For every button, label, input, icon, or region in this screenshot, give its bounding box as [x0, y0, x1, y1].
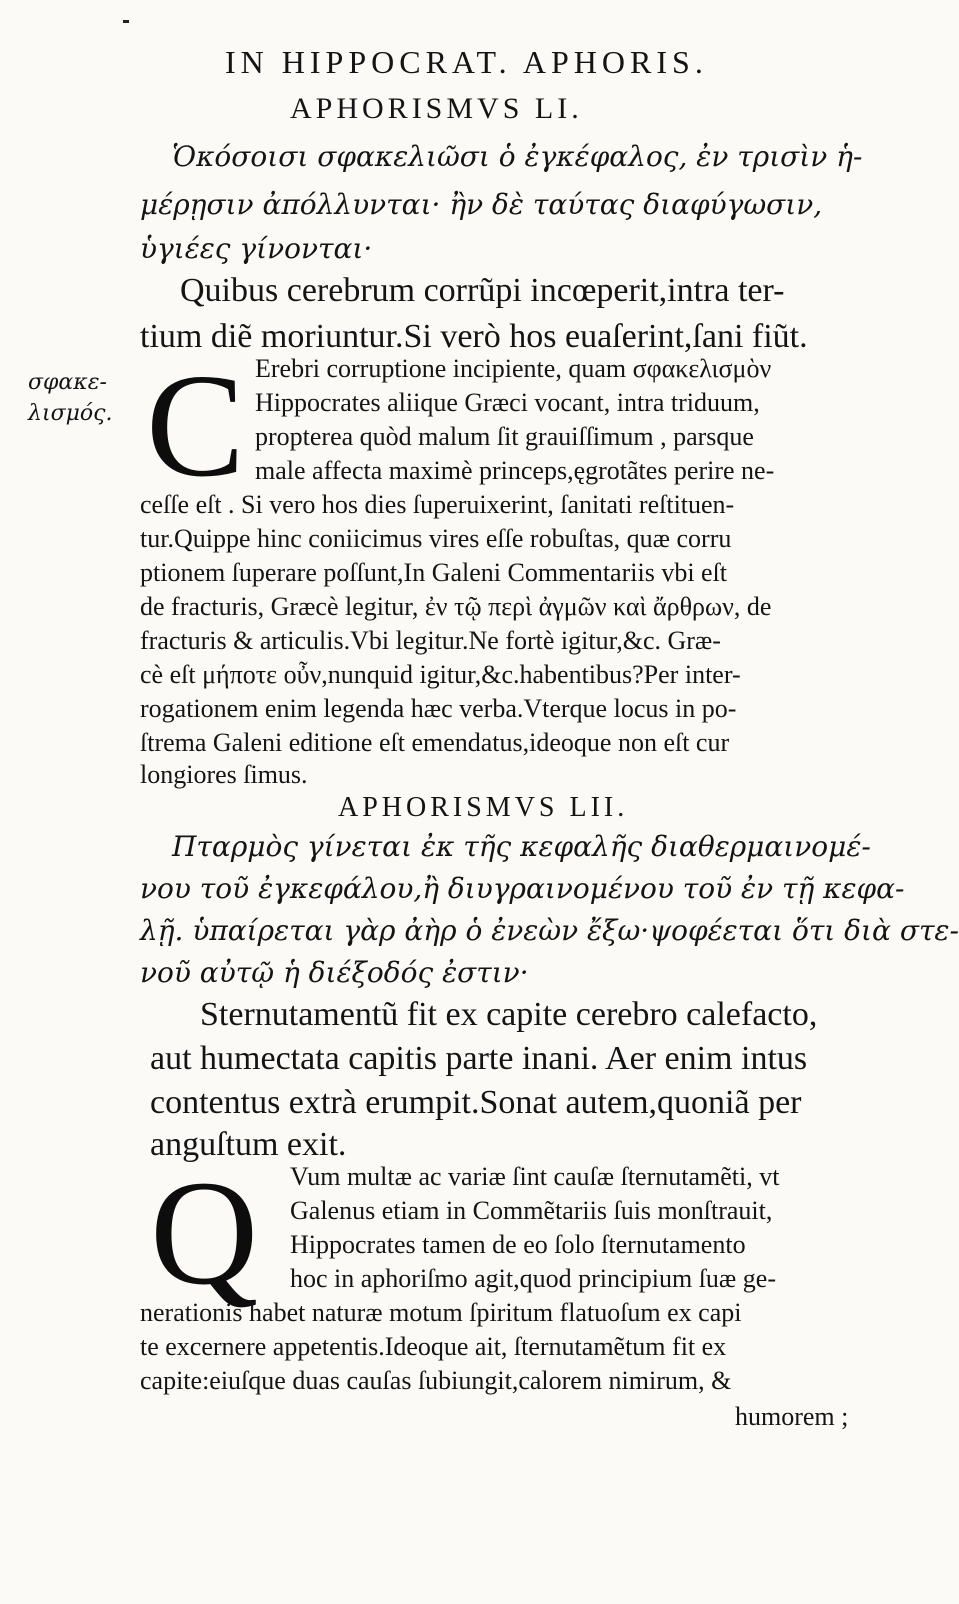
- greek-line: Πταρμὸς γίνεται ἐκ τῆς κεφαλῆς διαθερμαινομέ-: [172, 830, 871, 863]
- commentary-line: nerationis habet naturæ motum ſpiritum flatuoſum ex capi: [140, 1298, 742, 1327]
- latin-translation-line: Quibus cerebrum corrũpi incœperit,intra ter-: [180, 272, 785, 309]
- commentary-line: Vum multæ ac variæ ſint cauſæ ſternutamẽti, vt: [290, 1162, 780, 1191]
- latin-translation-line: anguſtum exit.: [150, 1126, 347, 1163]
- commentary-line: te excernere appetentis.Ideoque ait, ſternutamẽtum fit ex: [140, 1332, 727, 1361]
- commentary-line: tur.Quippe hinc coniicimus vires eſſe robuſtas, quæ corru: [140, 524, 732, 553]
- aphorism-52-heading: APHORISMVS LII.: [338, 792, 629, 823]
- commentary-line: longiores ſimus.: [140, 760, 308, 789]
- commentary-line: Hippocrates tamen de eo ſolo ſternutamento: [290, 1230, 746, 1259]
- margin-note-line: σφακε-: [28, 370, 107, 395]
- aphorism-51-heading: APHORISMVS LI.: [290, 92, 583, 125]
- latin-translation-line: Sternutamentũ fit ex capite cerebro calefacto,: [200, 996, 818, 1033]
- commentary-line: ſtrema Galeni editione eſt emendatus,ideoque non eſt cur: [140, 728, 730, 757]
- margin-note: [28, 368, 112, 430]
- greek-line: νου τοῦ ἐγκεφάλου,ἢ διυγραινομένου τοῦ ἐν τῇ κεφα-: [140, 872, 905, 905]
- commentary-line: Hippocrates aliique Græci vocant, intra triduum,: [255, 388, 760, 417]
- commentary-line: propterea quòd malum ſit grauiſſimum , parsque: [255, 422, 754, 451]
- commentary-line: Galenus etiam in Commẽtariis ſuis monſtrauit,: [290, 1196, 773, 1225]
- commentary-line: ptionem ſuperare poſſunt,In Galeni Commentariis vbi eſt: [140, 558, 728, 587]
- commentary-line: de fracturis, Græcè legitur, ἐν τῷ περὶ ἀγμῶν καὶ ἄρθρων, de: [140, 592, 772, 621]
- greek-line: λῇ. ὑπαίρεται γὰρ ἀὴρ ὁ ἐνεὼν ἔξω·ψοφέεται ὅτι διὰ στε-: [140, 914, 959, 947]
- greek-line: Ὁκόσοισι σφακελιῶσι ὁ ἐγκέφαλος, ἐν τρισὶν ἡ-: [172, 140, 863, 173]
- greek-line: νοῦ αὐτῷ ἡ διέξοδός ἐστιν·: [140, 956, 529, 989]
- ink-speck: [123, 20, 129, 23]
- commentary-line: cè eſt μήποτε οὖν,nunquid igitur,&c.habentibus?Per inter-: [140, 660, 741, 689]
- latin-translation-line: aut humectata capitis parte inani. Aer enim intus: [150, 1040, 808, 1077]
- commentary-line: fracturis & articulis.Vbi legitur.Ne fortè igitur,&c. Græ-: [140, 626, 721, 655]
- commentary-line: capite:eiuſque duas cauſas ſubiungit,calorem nimirum, &: [140, 1366, 732, 1395]
- latin-translation-line: tium diẽ moriuntur.Si verò hos euaſerint,ſani fiũt.: [140, 318, 808, 355]
- commentary-line: hoc in aphoriſmo agit,quod principium ſuæ ge-: [290, 1264, 776, 1293]
- drop-capital: Q: [150, 1150, 259, 1316]
- running-title: IN HIPPOCRAT. APHORIS.: [225, 44, 708, 80]
- margin-note-line: λισμός.: [28, 400, 113, 426]
- commentary-line: rogationem enim legenda hæc verba.Vterque locus in po-: [140, 694, 737, 723]
- latin-translation-line: contentus extrà erumpit.Sonat autem,quoniã per: [150, 1084, 802, 1121]
- drop-capital: C: [146, 344, 245, 508]
- commentary-line: Erebri corruptione incipiente, quam σφακελισμὸν: [255, 354, 772, 383]
- catchword: humorem ;: [735, 1402, 849, 1431]
- greek-line: μέρῃσιν ἀπόλλυνται· ἢν δὲ ταύτας διαφύγωσιν,: [140, 188, 823, 221]
- greek-line: ὑγιέες γίνονται·: [140, 232, 373, 265]
- commentary-line: male affecta maximè princeps,ęgrotãtes perire ne-: [255, 456, 775, 485]
- commentary-line: ceſſe eſt . Si vero hos dies ſuperuixerint, ſanitati reſtituen-: [140, 490, 735, 519]
